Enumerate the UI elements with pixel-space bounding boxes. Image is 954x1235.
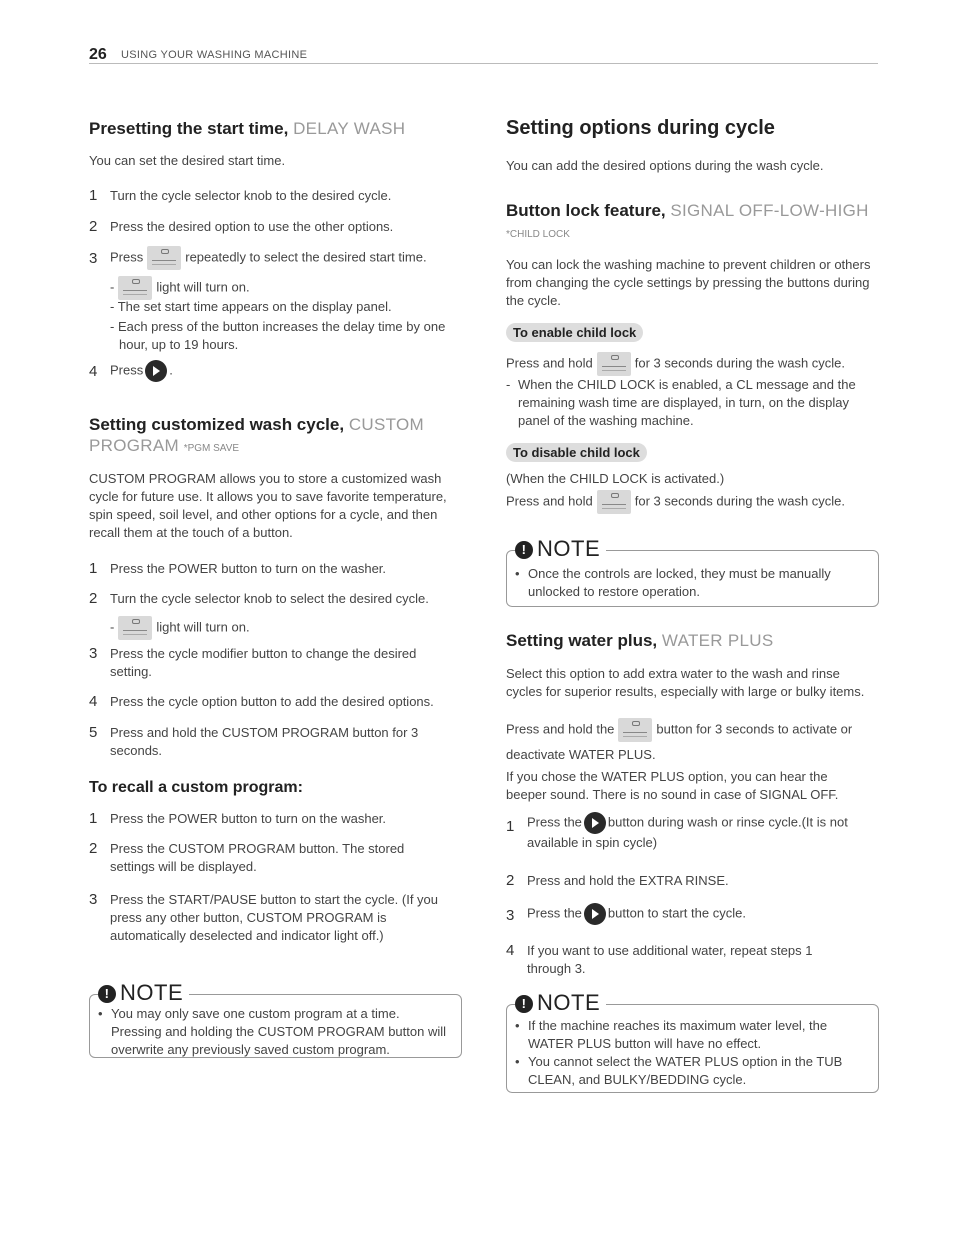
note-label: ! NOTE — [515, 536, 606, 562]
custom-sub-light: - light will turn on. — [110, 616, 465, 640]
note-item: • You may only save one custom program at a time. Pressing and holding the CUSTOM PROGRAM button will overwrite any previously saved custom program. — [98, 1005, 448, 1059]
water-intro: Select this option to add extra water to the wash and rinse cycles for superior results, especially with large or bulky items. — [506, 666, 865, 699]
water-plus-note — [506, 990, 879, 1093]
enable-sub: - When the CHILD LOCK is enabled, a CL message and the remaining wash time are displayed, in turn, on the display panel of the washing machine. — [506, 377, 856, 428]
disable-when: (When the CHILD LOCK is activated.) — [506, 471, 725, 486]
custom-program-button-icon — [118, 616, 152, 640]
start-pause-icon — [584, 812, 606, 834]
note-item: • You cannot select the WATER PLUS option in the TUB CLEAN, and BULKY/BEDDING cycle. — [515, 1053, 865, 1089]
delay-wash-heading: Presetting the start time, DELAY WASH — [89, 119, 406, 138]
exclamation-icon: ! — [515, 541, 533, 559]
delay-sub-light: - light will turn on. — [110, 276, 465, 300]
note-label: ! NOTE — [515, 990, 606, 1016]
water-hold-end: deactivate WATER PLUS. — [506, 747, 656, 762]
lock-intro: You can lock the washing machine to prevent children or others from changing the cycle settings by pressing the buttons during the cycle. — [506, 257, 871, 308]
note-item: • If the machine reaches its maximum water level, the WATER PLUS button will have no effect. — [515, 1017, 865, 1053]
delay-sub-2: - The set start time appears on the display panel. — [110, 299, 392, 314]
note-item: • Once the controls are locked, they must be manually unlocked to restore operation. — [515, 565, 865, 601]
options-intro: You can add the desired options during the wash cycle. — [506, 158, 824, 173]
child-lock-note — [506, 536, 879, 607]
delay-wash-button-icon — [147, 246, 181, 270]
start-pause-icon — [145, 360, 167, 382]
custom-intro: CUSTOM PROGRAM allows you to store a customized wash cycle for future use. It allows you to save favorite temperature, spin speed, soil level, and other options for a cycle, and then recall them at the touch of a button. — [89, 471, 447, 540]
custom-program-note — [89, 980, 462, 1058]
water-hold: Press and hold the button for 3 seconds to activate or — [506, 718, 852, 742]
options-heading: Setting options during cycle — [506, 117, 775, 139]
extra-rinse-button-icon — [618, 718, 652, 742]
signal-button-icon — [597, 352, 631, 376]
page-number: 26 — [89, 46, 107, 63]
delay-intro: You can set the desired start time. — [89, 153, 286, 168]
enable-child-lock-label: To enable child lock — [506, 323, 643, 342]
recall-heading: To recall a custom program: — [89, 779, 303, 796]
button-lock-heading: Button lock feature, SIGNAL OFF-LOW-HIGH *CHILD LOCK — [506, 201, 869, 240]
section-title: USING YOUR WASHING MACHINE — [121, 49, 308, 61]
delay-sub-3: - Each press of the button increases the delay time by one hour, up to 19 hours. — [110, 319, 446, 352]
delay-wash-button-icon — [118, 276, 152, 300]
water-beeper: If you chose the WATER PLUS option, you can hear the beeper sound. There is no sound in case of SIGNAL OFF. — [506, 769, 839, 802]
signal-button-icon — [597, 490, 631, 514]
exclamation-icon: ! — [98, 985, 116, 1003]
custom-program-heading: Setting customized wash cycle, CUSTOM PROGRAM *PGM SAVE — [89, 415, 424, 455]
water-plus-heading: Setting water plus, WATER PLUS — [506, 631, 774, 650]
note-label: ! NOTE — [98, 980, 189, 1006]
disable-instruction: Press and hold for 3 seconds during the wash cycle. — [506, 490, 845, 514]
disable-child-lock-label: To disable child lock — [506, 443, 647, 462]
page-header — [89, 46, 878, 64]
start-pause-icon — [584, 903, 606, 925]
enable-instruction: Press and hold for 3 seconds during the wash cycle. — [506, 352, 845, 376]
exclamation-icon: ! — [515, 995, 533, 1013]
